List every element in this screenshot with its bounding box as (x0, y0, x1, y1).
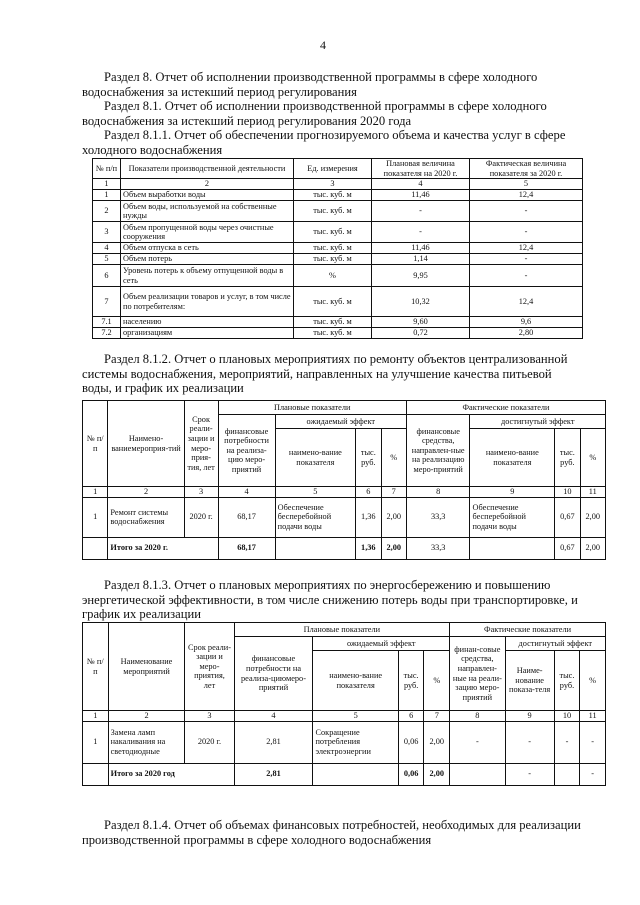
header-cell: финан-совые средства, направлен-ные на реали-зацию меро-приятий (450, 637, 505, 711)
table-cell: 10 (555, 487, 580, 498)
table-cell: тыс. куб. м (294, 190, 372, 201)
production-volume-table (92, 158, 583, 339)
table-cell: тыс. куб. м (294, 287, 372, 317)
column-number-row (93, 179, 583, 190)
table-cell: 8 (450, 711, 505, 722)
table-header-row (83, 401, 606, 415)
table-cell: 4 (234, 711, 313, 722)
table-cell: Сокращение потребления электроэнергии (313, 721, 398, 763)
header-cell: Фактическая величина показателя за 2020 г. (470, 159, 583, 179)
table-row (93, 190, 583, 201)
table-cell: 2 (108, 711, 185, 722)
table-cell: тыс. куб. м (294, 254, 372, 265)
section-8-1-heading: Раздел 8.1. Отчет об исполнении производственной программы в сфере холодного водоснабжения за истекший период регулирования 2020 года (82, 99, 547, 128)
header-cell: Плановые показатели (234, 623, 450, 637)
header-cell: наимено-вание показателя (313, 651, 398, 711)
table-cell: Объем реализации товаров и услуг, в том числе по потребителям: (121, 287, 294, 317)
table-cell: 2,00 (424, 721, 450, 763)
header-cell: финансовые средства, направлен-ные на реализацию меро-приятий (406, 415, 470, 487)
table-cell: 11 (580, 487, 605, 498)
table-cell: 8 (406, 487, 470, 498)
table-cell: 1 (83, 721, 109, 763)
table-cell: тыс. куб. м (294, 328, 372, 339)
table-cell: 33,3 (406, 497, 470, 537)
table-cell (275, 537, 355, 559)
table-cell: 6 (93, 265, 121, 287)
table-cell: тыс. куб. м (294, 243, 372, 254)
table-cell: 10 (554, 711, 580, 722)
table-cell: 6 (356, 487, 381, 498)
energy-saving-table (82, 622, 606, 786)
table-cell: Объем пропущенной воды через очистные сооружения (121, 222, 294, 243)
table-cell: - (450, 721, 505, 763)
header-cell: Фактические показатели (450, 623, 606, 637)
page-number: 4 (320, 38, 326, 52)
table-cell: тыс. куб. м (294, 317, 372, 328)
table-row (83, 497, 606, 537)
table-cell: 0,72 (372, 328, 470, 339)
table-cell: Уровень потерь к объему отпущенной воды в сеть (121, 265, 294, 287)
table-cell: 7.2 (93, 328, 121, 339)
column-number-row (83, 711, 606, 722)
table-cell: 1 (83, 711, 109, 722)
table-cell: 11 (580, 711, 606, 722)
table-cell: тыс. куб. м (294, 222, 372, 243)
table-cell: Обеспечение бесперебойной подачи воды (470, 497, 555, 537)
header-cell: № п/п (83, 623, 109, 711)
table-row (93, 222, 583, 243)
column-number: 1 (93, 179, 121, 190)
table-cell: - (470, 254, 583, 265)
table-cell: 5 (313, 711, 398, 722)
header-cell: Фактические показатели (406, 401, 605, 415)
table-cell: 9 (505, 711, 554, 722)
table-cell: 3 (93, 222, 121, 243)
table-cell: 1,14 (372, 254, 470, 265)
table-cell (313, 763, 398, 785)
table-cell: 1 (83, 487, 108, 498)
table-cell: 33,3 (406, 537, 470, 559)
table-cell: 2,81 (234, 763, 313, 785)
table-header-row (93, 159, 583, 179)
table-cell: 6 (398, 711, 424, 722)
column-number: 4 (372, 179, 470, 190)
header-cell: Показатели производственной деятельности (121, 159, 294, 179)
table-row (93, 265, 583, 287)
table-cell: 2 (93, 201, 121, 222)
header-cell: наимено-вание показателя (275, 429, 355, 487)
table-cell: Итого за 2020 год (108, 763, 234, 785)
table-cell: 11,46 (372, 243, 470, 254)
table-cell: Итого за 2020 г. (108, 537, 218, 559)
table-cell: 2,00 (424, 763, 450, 785)
table-cell: 3 (184, 487, 218, 498)
section-8-1-1-heading: Раздел 8.1.1. Отчет об обеспечении прогнозируемого объема и качества услуг в сфере холодного водоснабжения (82, 128, 566, 157)
header-cell: Ед. измерения (294, 159, 372, 179)
table-cell: 7 (424, 711, 450, 722)
column-number: 2 (121, 179, 294, 190)
header-cell: № п/п (93, 159, 121, 179)
table-row (93, 243, 583, 254)
section-8-1-2-heading: Раздел 8.1.2. Отчет о плановых мероприятиях по ремонту объектов централизованной системы водоснабжения, мероприятий, направленных на улучшение качества питьевой воды, и график их реализации (82, 352, 568, 395)
header-cell: тыс. руб. (555, 429, 580, 487)
table-row (83, 721, 606, 763)
table-cell: 4 (218, 487, 275, 498)
header-cell: Плановая величина показателя на 2020 г. (372, 159, 470, 179)
table-cell: 10,32 (372, 287, 470, 317)
table-cell: 2 (108, 487, 184, 498)
header-cell: Срок реали-зации и меро-прия-тия, лет (184, 401, 218, 487)
table-cell: Объем потерь (121, 254, 294, 265)
repair-measures-table (82, 400, 606, 560)
table-cell: Объем отпуска в сеть (121, 243, 294, 254)
header-cell: тыс. руб. (554, 651, 580, 711)
table-cell: Ремонт системы водоснабжения (108, 497, 184, 537)
table-cell: 5 (275, 487, 355, 498)
header-cell: Срок реали-зации и меро-приятия, лет (185, 623, 234, 711)
table-cell: 68,17 (218, 497, 275, 537)
table-cell: 2,00 (580, 497, 605, 537)
table-cell: 9,60 (372, 317, 470, 328)
section-8-heading: Раздел 8. Отчет об исполнении производственной программы в сфере холодного водоснабжения за истекший период регулирования (82, 70, 538, 99)
table-cell: - (470, 222, 583, 243)
header-cell: финансовые потребности на реализа-цию меро-приятий (218, 415, 275, 487)
table-cell: 1,36 (356, 537, 381, 559)
table-cell: 9,95 (372, 265, 470, 287)
column-number-row (83, 487, 606, 498)
table-cell: 9 (470, 487, 555, 498)
header-cell: тыс. руб. (398, 651, 424, 711)
table-cell: 1 (93, 190, 121, 201)
table-cell: 68,17 (218, 537, 275, 559)
table-cell: - (470, 201, 583, 222)
table-row (93, 317, 583, 328)
column-number: 3 (294, 179, 372, 190)
table-cell: тыс. куб. м (294, 201, 372, 222)
table-cell: 0,06 (398, 721, 424, 763)
table-header-row (83, 623, 606, 637)
table-cell: 2,81 (234, 721, 313, 763)
table-cell: 0,06 (398, 763, 424, 785)
table-cell: 11,46 (372, 190, 470, 201)
table-cell: 2,80 (470, 328, 583, 339)
header-cell: тыс. руб. (356, 429, 381, 487)
table-cell: 2020 г. (185, 721, 234, 763)
table-cell: 2,00 (580, 537, 605, 559)
table-row (93, 287, 583, 317)
table-row (93, 254, 583, 265)
table-cell: организациям (121, 328, 294, 339)
table-cell: - (470, 265, 583, 287)
header-cell: Наименование мероприятий (108, 623, 185, 711)
header-cell: достигнутый эффект (470, 415, 606, 429)
table-cell: Объем выработки воды (121, 190, 294, 201)
total-row (83, 763, 606, 785)
header-cell: % (580, 651, 606, 711)
header-cell: наимено-вание показателя (470, 429, 555, 487)
table-cell: - (372, 201, 470, 222)
table-cell: 2,00 (381, 537, 406, 559)
table-cell: 2,00 (381, 497, 406, 537)
table-row (93, 201, 583, 222)
header-cell: финансовые потребности на реализа-циюмеро-приятий (234, 637, 313, 711)
table-cell: Замена ламп накаливания на светодиодные (108, 721, 185, 763)
table-cell (83, 537, 108, 559)
table-cell: % (294, 265, 372, 287)
header-cell: % (381, 429, 406, 487)
table-cell: 0,67 (555, 497, 580, 537)
table-cell: 9,6 (470, 317, 583, 328)
table-cell: 12,4 (470, 190, 583, 201)
table-cell: 1,36 (356, 497, 381, 537)
table-cell: 12,4 (470, 243, 583, 254)
table-cell (554, 763, 580, 785)
table-cell: 0,67 (555, 537, 580, 559)
table-cell: населению (121, 317, 294, 328)
header-cell: Плановые показатели (218, 401, 406, 415)
table-cell: - (372, 222, 470, 243)
table-cell: 3 (185, 711, 234, 722)
table-cell: Обеспечение бесперебойной подачи воды (275, 497, 355, 537)
table-cell (470, 537, 555, 559)
header-cell: Наиме-нование показа-теля (505, 651, 554, 711)
section-8-1-4-heading: Раздел 8.1.4. Отчет об объемах финансовых потребностей, необходимых для реализации производственной программы в сфере холодного водоснабжения (82, 818, 581, 847)
table-cell: 7 (381, 487, 406, 498)
header-cell: достигнутый эффект (505, 637, 605, 651)
header-cell: % (424, 651, 450, 711)
table-cell: - (505, 721, 554, 763)
table-cell (83, 763, 109, 785)
header-cell: № п/п (83, 401, 108, 487)
table-cell: Объем воды, используемой на собственные нужды (121, 201, 294, 222)
column-number: 5 (470, 179, 583, 190)
table-cell: 12,4 (470, 287, 583, 317)
table-row (93, 328, 583, 339)
section-8-1-3-heading: Раздел 8.1.3. Отчет о плановых мероприятиях по энергосбережению и повышению энергетической эффективности, в том числе снижению потерь воды при транспортировке, и график их реализации (82, 578, 578, 621)
table-cell: 2020 г. (184, 497, 218, 537)
total-row (83, 537, 606, 559)
header-cell: % (580, 429, 605, 487)
table-cell: - (580, 763, 606, 785)
table-cell: - (554, 721, 580, 763)
table-cell: 1 (83, 497, 108, 537)
header-cell: Наимено-ваниемероприя-тий (108, 401, 184, 487)
table-cell (450, 763, 505, 785)
header-cell: ожидаемый эффект (275, 415, 406, 429)
table-cell: - (580, 721, 606, 763)
table-cell: 5 (93, 254, 121, 265)
table-cell: 4 (93, 243, 121, 254)
table-cell: - (505, 763, 554, 785)
table-cell: 7.1 (93, 317, 121, 328)
header-cell: ожидаемый эффект (313, 637, 450, 651)
table-cell: 7 (93, 287, 121, 317)
